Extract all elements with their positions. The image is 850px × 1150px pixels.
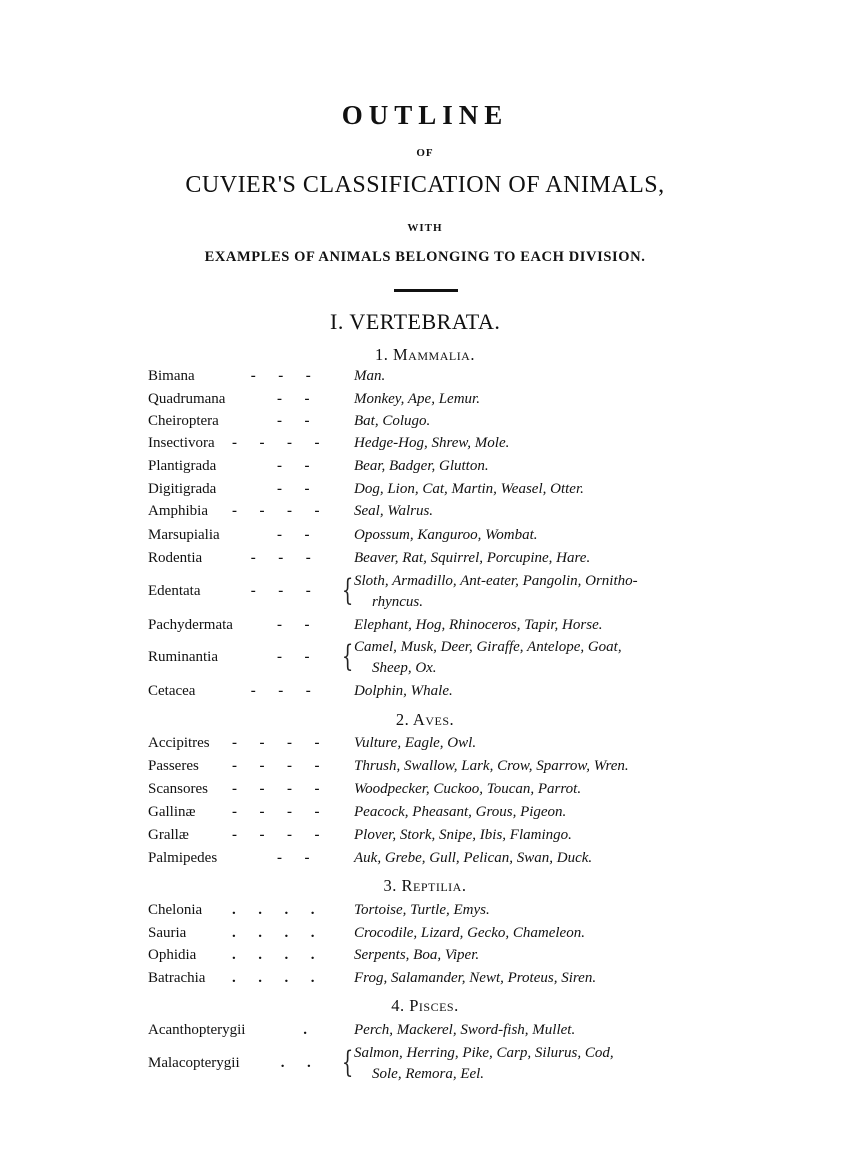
leader-dots: . . . . — [232, 902, 315, 918]
table-row — [0, 735, 850, 757]
table-row — [0, 639, 850, 683]
order-name: Edentata — [148, 583, 201, 599]
order-name: Ruminantia — [148, 649, 218, 665]
order-examples-continued: Sheep, Ox. — [372, 660, 437, 676]
leader-dots: - - - - — [232, 827, 320, 843]
table-row — [0, 827, 850, 849]
table-row — [0, 683, 850, 705]
order-name: Plantigrada — [148, 458, 217, 474]
order-examples: Camel, Musk, Deer, Giraffe, Antelope, Goat, — [354, 639, 622, 655]
leader-dots: . . . . — [232, 925, 315, 941]
leader-dots: - - — [232, 481, 310, 497]
table-row — [0, 435, 850, 457]
table-row — [0, 481, 850, 503]
table-row — [0, 781, 850, 803]
table-row — [0, 925, 850, 947]
leader-dots: - - - - — [232, 758, 320, 774]
order-examples: Beaver, Rat, Squirrel, Porcupine, Hare. — [354, 550, 591, 566]
order-name: Grallæ — [148, 827, 189, 843]
order-name: Pachydermata — [148, 617, 233, 633]
leader-dots: - - - - — [232, 781, 320, 797]
order-examples: Peacock, Pheasant, Grous, Pigeon. — [354, 804, 567, 820]
order-examples: Hedge-Hog, Shrew, Mole. — [354, 435, 510, 451]
brace-icon: { — [341, 1045, 354, 1080]
table-row — [0, 458, 850, 480]
table-row — [0, 970, 850, 992]
table-row — [0, 527, 850, 549]
table-row — [0, 617, 850, 639]
order-name: Acanthopterygii — [148, 1022, 246, 1038]
leader-dots: - - - — [232, 368, 311, 384]
order-name: Cheiroptera — [148, 413, 219, 429]
order-name: Rodentia — [148, 550, 203, 566]
order-examples: Opossum, Kanguroo, Wombat. — [354, 527, 538, 543]
leader-dots: - - — [232, 850, 310, 866]
table-row — [0, 947, 850, 969]
order-name: Cetacea — [148, 683, 196, 699]
leader-dots: . . . . — [232, 970, 315, 986]
class-heading-aves: 2. Aves. — [395, 710, 455, 729]
table-row — [0, 550, 850, 572]
brace-icon: { — [341, 573, 354, 608]
leader-dots: - - — [232, 413, 310, 429]
title-rule — [394, 289, 458, 292]
leader-dots: - - - — [232, 583, 311, 599]
leader-dots: . . — [232, 1055, 311, 1071]
leader-dots: - - — [232, 649, 310, 665]
table-row — [0, 368, 850, 390]
order-name: Marsupialia — [148, 527, 220, 543]
order-examples-continued: Sole, Remora, Eel. — [372, 1066, 485, 1082]
order-name: Insectivora — [148, 435, 215, 451]
leader-dots: . — [232, 1022, 307, 1038]
order-name: Digitigrada — [148, 481, 217, 497]
order-examples: Monkey, Ape, Lemur. — [354, 391, 480, 407]
leader-dots: . . . . — [232, 947, 315, 963]
leader-dots: - - — [232, 458, 310, 474]
order-examples: Woodpecker, Cuckoo, Toucan, Parrot. — [354, 781, 582, 797]
order-name: Gallinæ — [148, 804, 196, 820]
table-row — [0, 804, 850, 826]
table-row — [0, 573, 850, 617]
leader-dots: - - - - — [232, 435, 320, 451]
leader-dots: - - - - — [232, 503, 320, 519]
order-examples: Auk, Grebe, Gull, Pelican, Swan, Duck. — [354, 850, 593, 866]
leader-dots: - - — [232, 391, 310, 407]
order-examples: Vulture, Eagle, Owl. — [354, 735, 477, 751]
order-examples: Crocodile, Lizard, Gecko, Chameleon. — [354, 925, 585, 941]
leader-dots: - - - - — [232, 804, 320, 820]
order-examples: Bat, Colugo. — [354, 413, 431, 429]
order-name: Batrachia — [148, 970, 206, 986]
order-examples: Seal, Walrus. — [354, 503, 434, 519]
order-name: Scansores — [148, 781, 208, 797]
brace-icon: { — [341, 639, 354, 674]
order-examples: Thrush, Swallow, Lark, Crow, Sparrow, Wren. — [354, 758, 629, 774]
order-examples: Tortoise, Turtle, Emys. — [354, 902, 490, 918]
order-examples: Serpents, Boa, Viper. — [354, 947, 480, 963]
order-examples: Bear, Badger, Glutton. — [354, 458, 489, 474]
order-examples: Elephant, Hog, Rhinoceros, Tapir, Horse. — [354, 617, 603, 633]
order-name: Quadrumana — [148, 391, 226, 407]
order-name: Bimana — [148, 368, 195, 384]
order-examples: Man. — [354, 368, 386, 384]
page-subtitle: CUVIER'S CLASSIFICATION OF ANIMALS, — [185, 172, 665, 198]
table-row — [0, 902, 850, 924]
order-examples: Salmon, Herring, Pike, Carp, Silurus, Cod, — [354, 1045, 614, 1061]
table-row — [0, 1045, 850, 1089]
order-name: Accipitres — [148, 735, 210, 751]
table-row — [0, 391, 850, 413]
order-examples: Dolphin, Whale. — [354, 683, 453, 699]
order-name: Malacopterygii — [148, 1055, 240, 1071]
division-heading: I. VERTEBRATA. — [330, 309, 501, 334]
order-name: Ophidia — [148, 947, 197, 963]
title-of: OF — [416, 147, 434, 159]
leader-dots: - - — [232, 617, 310, 633]
order-examples: Plover, Stork, Snipe, Ibis, Flamingo. — [354, 827, 572, 843]
table-row — [0, 758, 850, 780]
order-name: Passeres — [148, 758, 199, 774]
order-name: Amphibia — [148, 503, 208, 519]
page-tagline: EXAMPLES OF ANIMALS BELONGING TO EACH DIVISION. — [204, 249, 646, 265]
order-name: Chelonia — [148, 902, 203, 918]
table-row — [0, 413, 850, 435]
page-title: OUTLINE — [341, 100, 509, 130]
table-row — [0, 1022, 850, 1044]
table-row — [0, 503, 850, 525]
order-examples: Frog, Salamander, Newt, Proteus, Siren. — [354, 970, 597, 986]
leader-dots: - - — [232, 527, 310, 543]
order-examples: Dog, Lion, Cat, Martin, Weasel, Otter. — [354, 481, 584, 497]
title-with: WITH — [407, 222, 443, 234]
class-heading-reptilia: 3. Reptilia. — [383, 876, 467, 895]
leader-dots: - - - - — [232, 735, 320, 751]
order-name: Sauria — [148, 925, 187, 941]
order-name: Palmipedes — [148, 850, 218, 866]
class-heading-mammalia: 1. Mammalia. — [375, 345, 475, 364]
table-row — [0, 850, 850, 872]
order-examples-continued: rhyncus. — [372, 594, 423, 610]
order-examples: Sloth, Armadillo, Ant-eater, Pangolin, Ornitho- — [354, 573, 638, 589]
leader-dots: - - - — [232, 683, 311, 699]
leader-dots: - - - — [232, 550, 311, 566]
class-heading-pisces: 4. Pisces. — [391, 996, 459, 1015]
order-examples: Perch, Mackerel, Sword-fish, Mullet. — [354, 1022, 576, 1038]
